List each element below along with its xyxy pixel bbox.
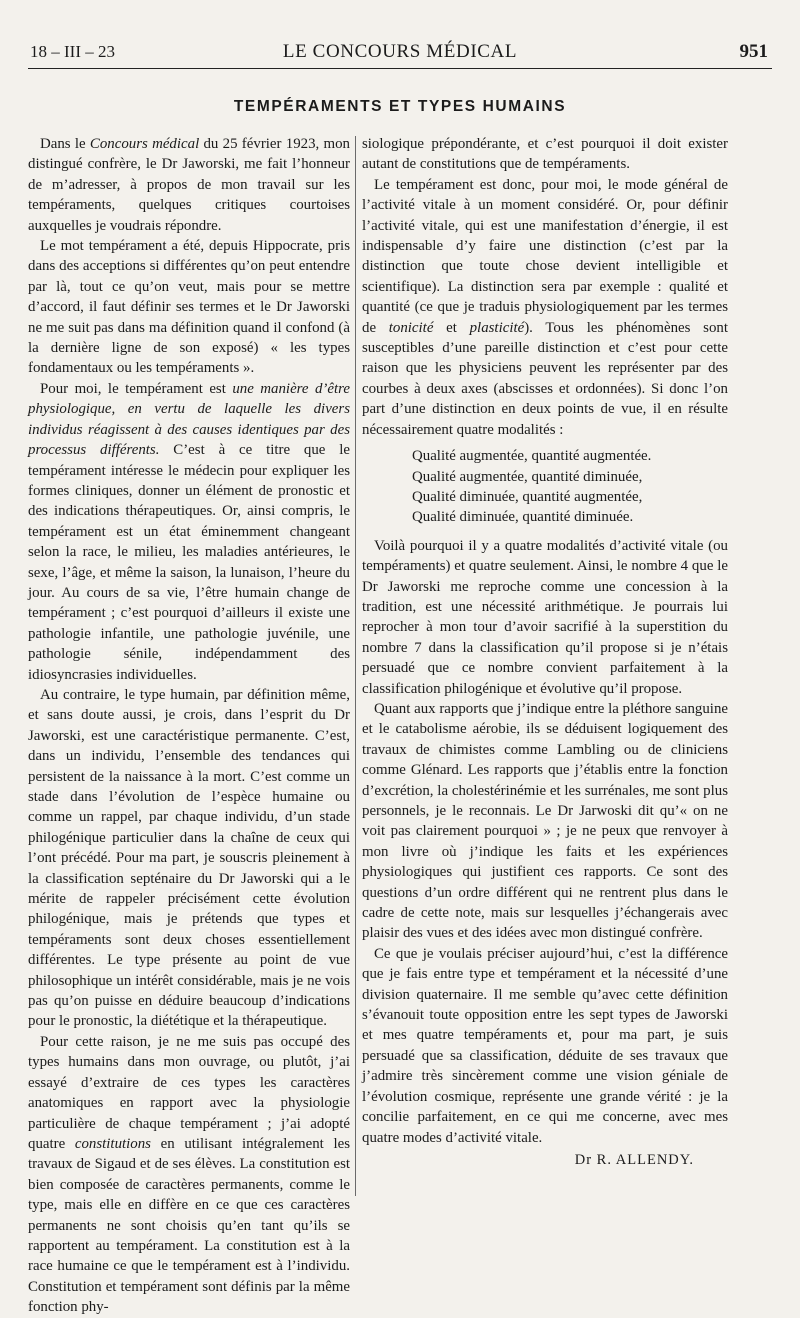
page-number: 951 (739, 41, 768, 62)
article-title: TEMPÉRAMENTS ET TYPES HUMAINS (233, 98, 567, 115)
definition-emphasis: une manière d’être physiologique, en vertu de laquelle les divers individus réagissent à des causes identiques par des processus différents. (28, 380, 350, 459)
right-column (362, 134, 728, 1170)
paragraph: Voilà pourquoi il y a quatre modalités d’activité vitale (ou tempéraments) et quatre seulement. Ainsi, le nombre 4 que le Dr Jaworski me reproche comme une concession à la tradition, est une nécessité arithmétique. Je pourrais lui reprocher à mon tour d’avoir sacrifié à la superstition du nombre 7 dans la classification qu’il propose si je n’étais persuadé que ce nombre convient parfaitement à la classification philogénique et évolutive qu’il propose. (362, 537, 728, 697)
paragraph: Au contraire, le type humain, par définition même, et sans doute aussi, je crois, dans l’esprit du Dr Jaworski, est une caractéristique permanente. C’est, dans un individu, l’ensemble des tendances qui persistent de la naissance à la mort. C’est comme un stade dans l’évolution de l’espèce humaine ou comme un rappel, par chaque individu, d’un stade philogénique particulier dans la chaîne de ceux qui l’ont précédé. Pour ma part, je souscris pleinement à la classification septénaire du Dr Jaworski qui a le mérite de rappeler précisément cette évolution philogénique, mais je prétends que types et tempéraments sont deux choses essentiellement différentes. Le type présente au point de vue philosophique un intérêt considérable, mais je ne vois pas qu’on puisse en déduire beaucoup d’indications pour le pronostic, la diététique et la thérapeutique. (28, 686, 350, 1030)
left-column (28, 134, 350, 1318)
journal-title: LE CONCOURS MÉDICAL (282, 41, 518, 62)
running-header (28, 36, 772, 69)
issue-date: 18 – III – 23 (30, 42, 115, 61)
paragraph: Pour cette raison, je ne me suis pas occupé des types humains dans mon ouvrage, ou plutôt, j’ai essayé d’extraire de ces types les caractères anatomiques en rapport avec la physiologie particulière de chaque tempérament ; j’ai adopté quatre constitutions en utilisant intégralement les travaux de Sigaud et de ses élèves. La constitution est bien composée de caractères permanents, comme le type, mais elle en diffère en ce que ces caractères permanents ne sont choisis qu’en tant qu’ils se rapportent au tempérament. La constitution est à la race humaine ce que le tempérament est à l’individu. Constitution et tempérament sont définis par la même fonction phy- (28, 1033, 350, 1316)
term-emphasis: tonicité (388, 319, 434, 336)
paragraph: Dans le Concours médical du 25 février 1923, mon distingué confrère, le Dr Jaworski, me fait l’honneur de m’adresser, à propos de mon travail sur les tempéraments, quelques critiques courtoises auxquelles je voudrais répondre. (28, 136, 350, 234)
list-item: Qualité augmentée, quantité augmentée. (412, 448, 652, 465)
paragraph: Ce que je voulais préciser aujourd’hui, c’est la différence que je fais entre type et tempérament et la nécessité d’une division quaternaire. Il me semble qu’avec cette définition s’évanouit toute opposition entre les sept types de Jaworski et mes quatre tempéraments et, pour ma part, je suis persuadé que sa classification, déduite de ses travaux que j’admire très sincèrement comme une vision géniale de l’évolution cosmique, représente une grande vérité : je la concilie parfaitement, en ce qui me concerne, avec mes quatre modes d’activité vitale. (362, 945, 728, 1146)
column-divider (355, 136, 356, 1196)
paragraph: siologique prépondérante, et c’est pourquoi il doit exister autant de constitutions que de tempéraments. (362, 136, 728, 173)
list-item: Qualité diminuée, quantité diminuée. (412, 509, 634, 526)
term-emphasis: plasticité (469, 319, 525, 336)
paragraph: Quant aux rapports que j’indique entre la pléthore sanguine et le catabolisme aérobie, ils se déduisent logiquement des travaux de chimistes comme Lambling ou de cliniciens comme Glénard. Les rapports que j’établis entre la fonction d’excrétion, la cholestérinémie et les surrénales, me sont plus personnels, je le reconnais. Le Dr Jarwoski dit qu’« on ne voit pas clairement pourquoi » ; je ne peux que renvoyer à mon livre où j’indique les faits et les expériences physiologiques qui justifient ces rapports. Ce sont des questions d’un ordre différent qui ne rentrent plus dans le cadre de cette note, mais sur lesquelles j’échangerais avec plaisir des vues et des idées avec mon distingué confrère. (362, 700, 728, 942)
paragraph: Pour moi, le tempérament est une manière d’être physiologique, en vertu de laquelle les divers individus réagissent à des causes identiques par des processus différents. C’est à ce titre que le tempérament intéresse le médecin pour expliquer les formes cliniques, donner un élément de pronostic et des indications thérapeutiques. Or, ainsi compris, le tempérament est un état éminemment changeant selon la race, le milieu, les maladies antérieures, le sexe, l’âge, et même la saison, la lunaison, l’heure du jour. Au cours de sa vie, l’être humain change de tempérament ; c’est pourquoi d’ailleurs il existe une pathologie infantile, une pathologie juvénile, une pathologie sénile, indépendamment des idiosyncrasies individuelles. (28, 380, 350, 683)
term-emphasis: constitutions (74, 1135, 151, 1152)
list-item: Qualité augmentée, quantité diminuée, (412, 468, 643, 485)
paragraph: Le tempérament est donc, pour moi, le mode général de l’activité vitale à un moment considéré. Or, pour définir l’activité vitale, qui est une manifestation d’énergie, il est indispensable d’y faire une distinction (c’est par la distinction que toute chose devient intelligible et scientifique). La distinction sera par exemple : qualité et quantité (ce que je traduis physiologiquement par les termes de tonicité et plasticité). Tous les phénomènes sont susceptibles d’une pareille distinction et c’est pour cette raison que les physiciens peuvent les représenter par des courbes à deux axes (abscisses et ordonnées). Si donc l’on part d’une distinction en deux points de vue, il en résulte nécessairement quatre modalités : (362, 176, 728, 438)
author-signature: Dr R. ALLENDY. (574, 1151, 694, 1168)
modalities-list (362, 446, 728, 528)
list-item: Qualité diminuée, quantité augmentée, (412, 488, 643, 505)
journal-reference: Concours médical (89, 136, 200, 152)
paragraph: Le mot tempérament a été, depuis Hippocrate, pris dans des acceptions si différentes qu’on peut entendre par là, tout ce qu’on veut, mais pour se mettre d’accord, il faut définir ses termes et le Dr Jaworski ne me suit pas dans ma définition quand il confond (à la dernière ligne de son exposé) « les types fondamentaux ou les tempéraments ». (28, 238, 350, 377)
